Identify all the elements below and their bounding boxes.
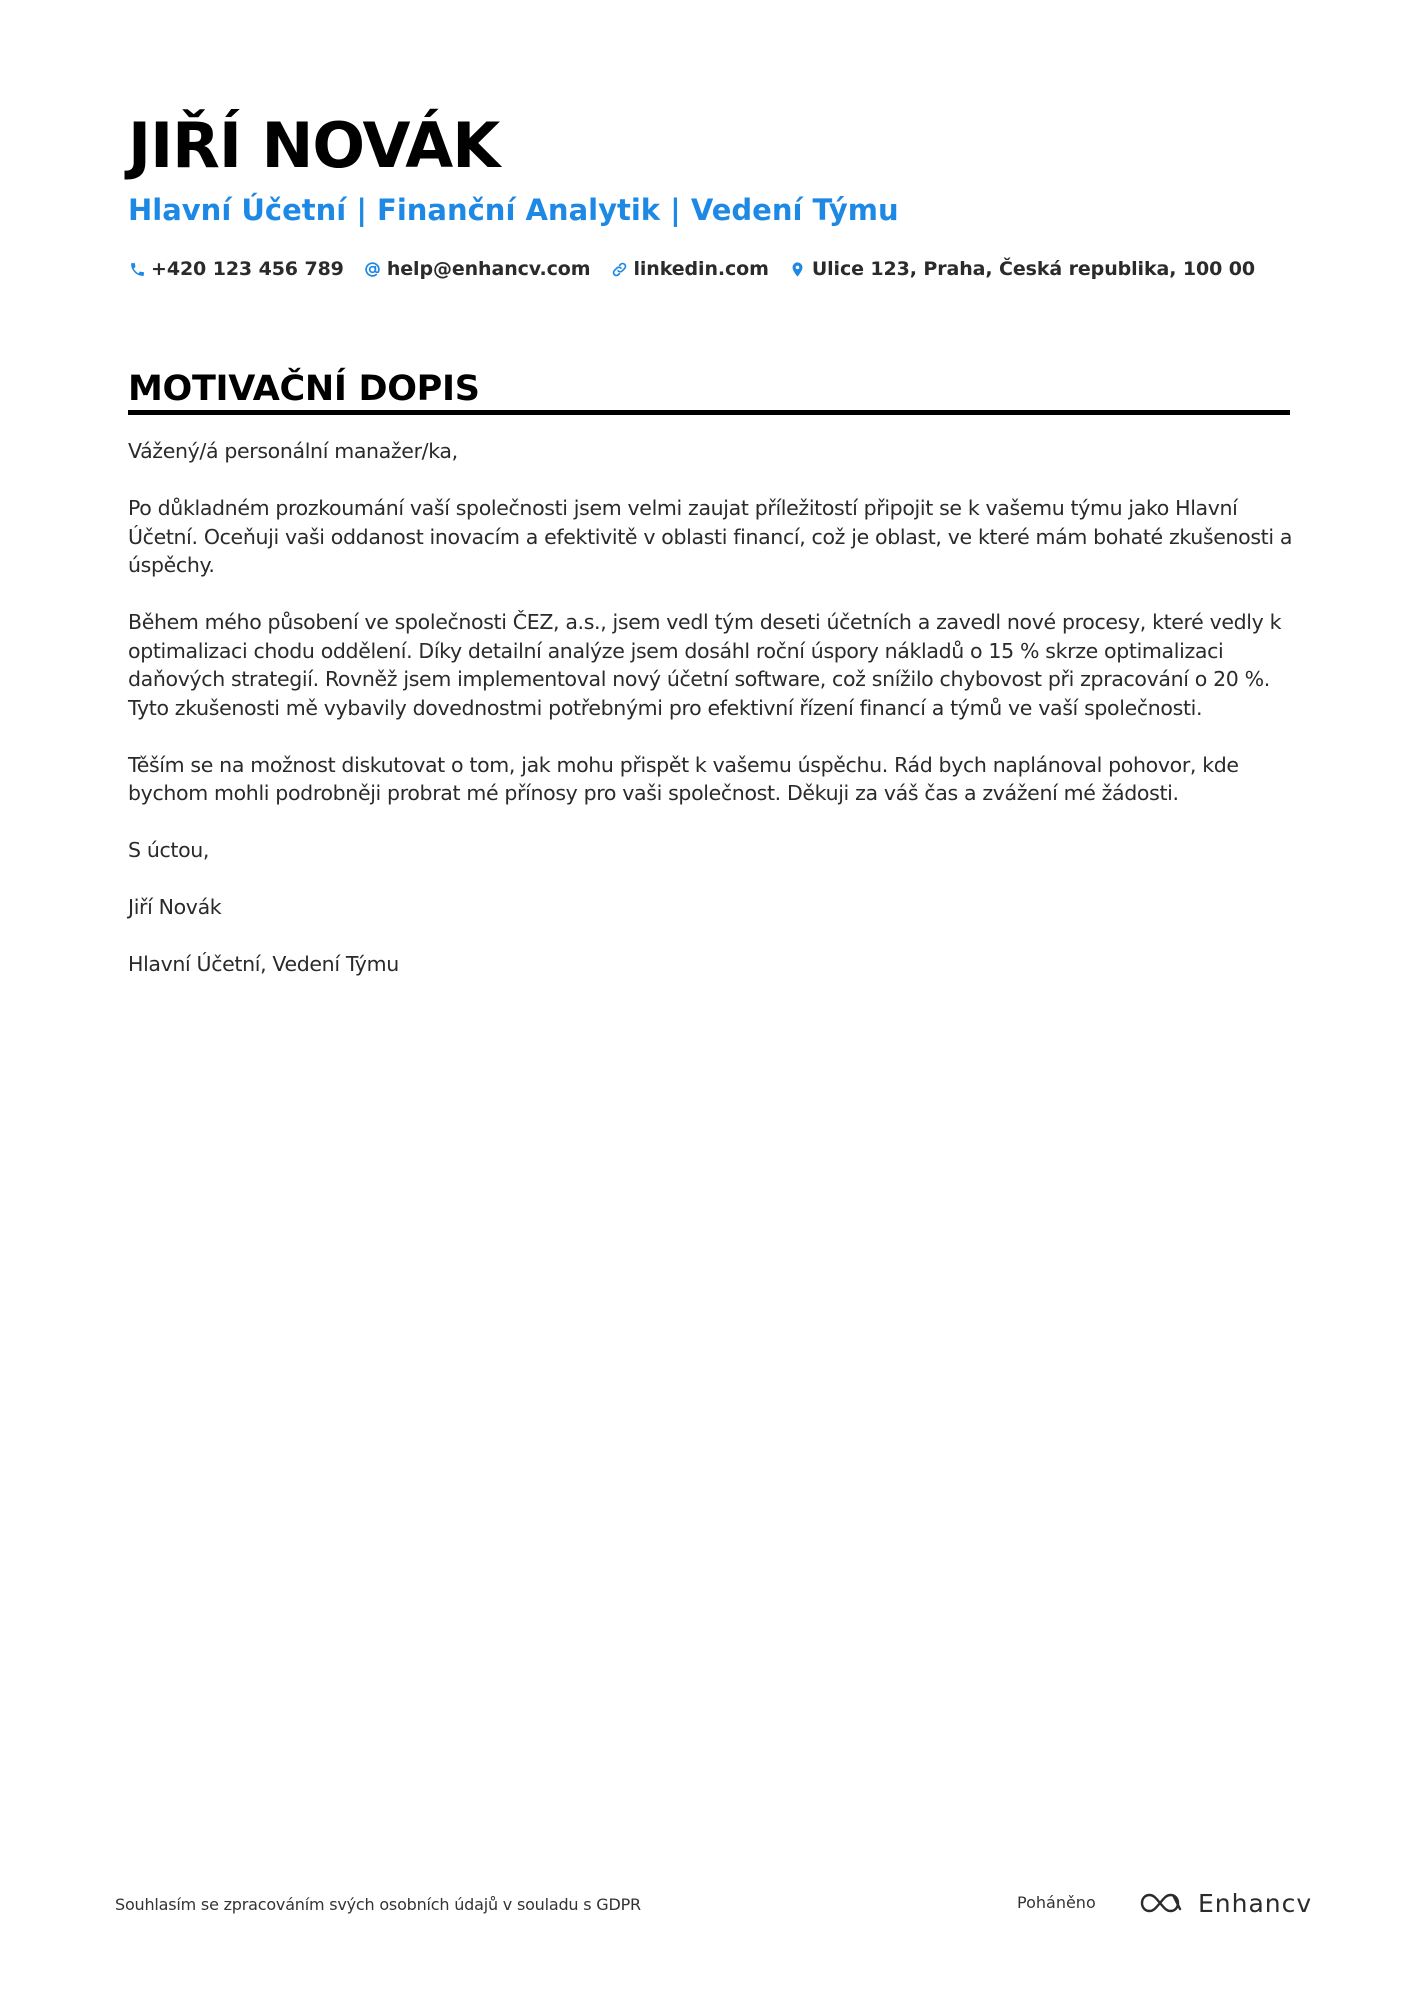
signature-title: Hlavní Účetní, Vedení Týmu [128, 952, 399, 976]
contact-phone-text: +420 123 456 789 [151, 258, 344, 280]
letter-paragraph: Těším se na možnost diskutovat o tom, jak mohu přispět k vašemu úspěchu. Rád bych naplánoval pohovor, kde bychom mohli podrobněji probrat mé přínosy pro vaši společnost. Děkuji za váš čas a zvážení mé žádosti. [128, 752, 1239, 805]
contact-linkedin-text: linkedin.com [633, 258, 769, 280]
contact-email-text: help@enhancv.com [386, 258, 591, 280]
letter-salutation: Vážený/á personální manažer/ka, [128, 439, 458, 463]
candidate-headline: Hlavní Účetní | Finanční Analytik | Vedení Týmu [128, 193, 899, 227]
powered-by-label: Poháněno [1017, 1893, 1096, 1912]
enhancv-logo[interactable] [1138, 1883, 1312, 1923]
location-pin-icon [789, 260, 807, 278]
contact-address [789, 258, 1255, 280]
section-divider [128, 410, 1290, 415]
section-title: MOTIVAČNÍ DOPIS [128, 369, 480, 409]
gdpr-consent: Souhlasím se zpracováním svých osobních údajů v souladu s GDPR [115, 1895, 641, 1914]
letter-body [128, 437, 1296, 1007]
phone-icon [128, 260, 146, 278]
letter-closing: S úctou, [128, 838, 210, 862]
at-icon [364, 260, 382, 278]
enhancv-logo-icon [1138, 1888, 1186, 1918]
letter-paragraph: Po důkladném prozkoumání vaší společnosti jsem velmi zaujat příležitostí připojit se k vašemu týmu jako Hlavní Účetní. Oceňuji vaši oddanost inovacím a efektivitě v oblasti financí, což je oblast, ve které mám bohaté zkušenosti a úspěchy. [128, 496, 1293, 577]
contact-address-text: Ulice 123, Praha, Česká republika, 100 00 [811, 258, 1255, 280]
contact-linkedin[interactable] [610, 258, 768, 280]
candidate-name: JIŘÍ NOVÁK [128, 109, 500, 182]
link-icon [610, 260, 628, 278]
letter-paragraph: Během mého působení ve společnosti ČEZ, a.s., jsem vedl tým deseti účetních a zavedl nové procesy, které vedly k optimalizaci chodu oddělení. Díky detailní analýze jsem dosáhl roční úspory nákladů o 15 % skrze optimalizaci daňových strategií. Rovněž jsem implementoval nový účetní software, což snížilo chybovost při zpracování o 20 %. Tyto zkušenosti mě vybavily dovednostmi potřebnými pro efektivní řízení financí a týmů ve vaší společnosti. [128, 610, 1282, 720]
signature-name: Jiří Novák [128, 895, 222, 919]
enhancv-brand-text: Enhancv [1198, 1888, 1313, 1918]
contact-bar [128, 254, 1275, 284]
contact-phone [128, 258, 344, 280]
contact-email[interactable] [364, 258, 591, 280]
